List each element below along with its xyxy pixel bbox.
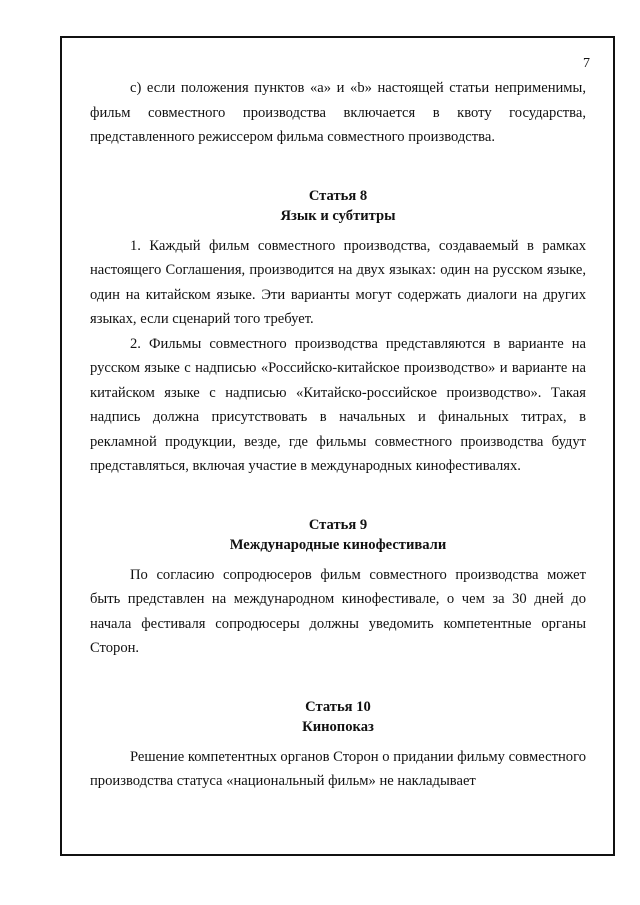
article-8-title: Язык и субтитры bbox=[280, 207, 396, 224]
document-body bbox=[90, 76, 586, 794]
article-8-heading bbox=[90, 186, 586, 226]
article-10-number: Статья 10 bbox=[305, 698, 371, 715]
article-9-number: Статья 9 bbox=[308, 516, 368, 533]
article-9-title: Международные кинофестивали bbox=[229, 536, 447, 553]
article-10-title: Кинопоказ bbox=[302, 718, 374, 735]
article-8-paragraph-2: 2. Фильмы совместного производства представляются в варианте на русском языке с надписью «Российско-китайское производство» и варианте на китайском языке с надписью «Китайско-российское производство». Такая надпись должна присутствовать в начальных и финальных титрах, в рекламной продукции, везде, где фильмы совместного производства будут представляться, включая участие в международных кинофестивалях. bbox=[90, 335, 586, 474]
page-number: 7 bbox=[583, 56, 590, 71]
article-8-number: Статья 8 bbox=[308, 187, 368, 204]
intro-paragraph: с) если положения пунктов «а» и «b» настоящей статьи неприменимы, фильм совместного производства включается в квоту государства, представленного режиссером фильма совместного производства. bbox=[90, 80, 586, 145]
article-8-paragraph-1: 1. Каждый фильм совместного производства, создаваемый в рамках настоящего Соглашения, производится на двух языках: один на русском языке, один на китайском языке. Эти варианты могут содержать диалоги на других языках, если сценарий того требует. bbox=[90, 237, 586, 327]
article-10-heading bbox=[90, 697, 586, 737]
article-9-heading bbox=[90, 515, 586, 555]
article-10-paragraph-1: Решение компетентных органов Сторон о придании фильму совместного производства статуса «национальный фильм» не накладывает bbox=[90, 748, 586, 789]
article-9-paragraph-1: По согласию сопродюсеров фильм совместного производства может быть представлен на международном кинофестивале, о чем за 30 дней до начала фестиваля сопродюсеры должны уведомить компетентные органы Сторон. bbox=[90, 566, 586, 656]
